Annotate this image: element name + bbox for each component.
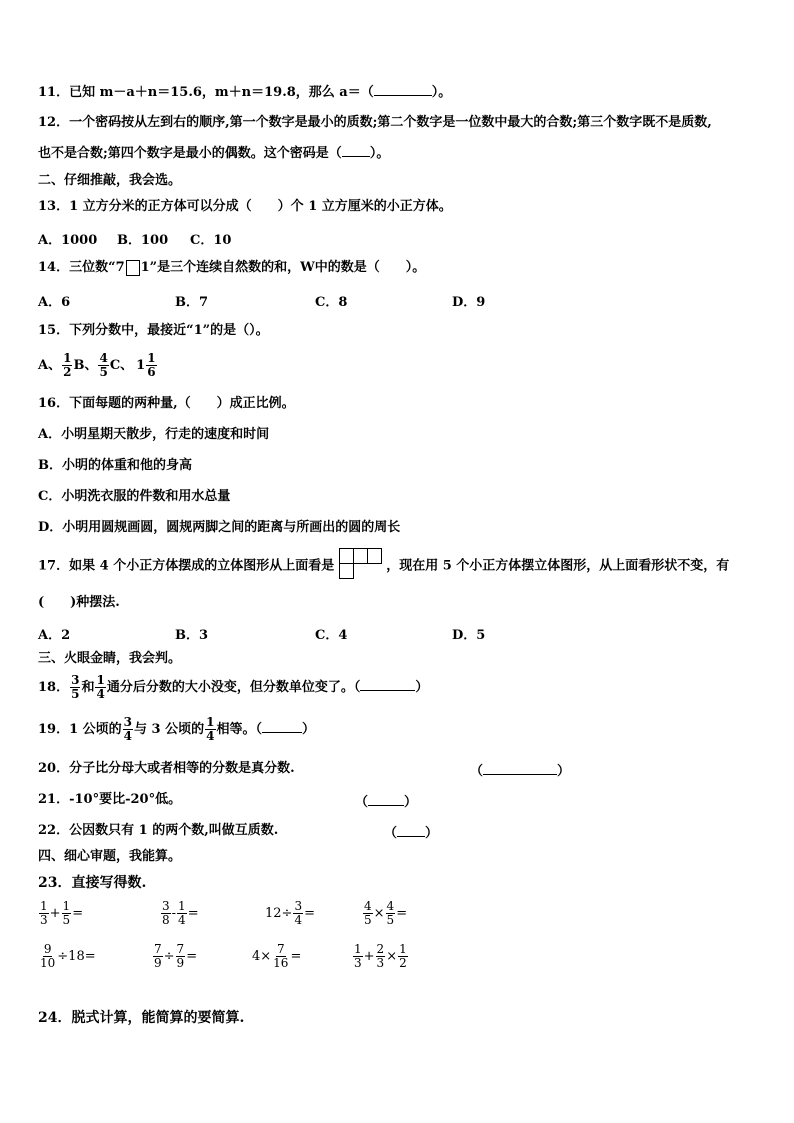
q11-answer-blank[interactable]: [374, 83, 432, 96]
q15-option-b-label[interactable]: B、: [73, 358, 98, 373]
calc-part: 16: [273, 956, 289, 970]
q15-option-c-label[interactable]: C、: [109, 358, 134, 373]
calc-part: ×: [373, 906, 385, 921]
calc-part: 4×: [252, 949, 272, 964]
q11-end: ）。: [431, 85, 452, 100]
question-12-line1: 12．一个密码按从左到右的顺序,第一个数字是最小的质数;第二个数字是一位数中最大的合数;第三个数字既不是质数,: [38, 115, 712, 130]
fraction: [177, 900, 187, 927]
q22-answer-blank[interactable]: [397, 824, 425, 837]
q13-option-a[interactable]: A．1000: [38, 233, 98, 248]
calc-part: =: [187, 906, 199, 921]
q19-answer-blank[interactable]: [262, 720, 302, 733]
calc-part: +: [363, 949, 375, 964]
q16-option-b[interactable]: B．小明的体重和他的身高: [38, 458, 192, 473]
q19-text: 相等。（: [216, 722, 263, 737]
figure-square: [353, 548, 368, 564]
q20-answer: （ ）: [470, 764, 571, 779]
question-16: 16．下面每题的两种量,（ ）成正比例。: [38, 396, 295, 411]
q15-fraction-b: $\frac{4}{5}$: [99, 351, 108, 379]
q11-text: 11．已知 m－a＋n＝15.6，m＋n＝19.8，那么 a＝（: [38, 85, 374, 100]
question-15: 15．下列分数中，最接近“1”的是（）。: [38, 323, 269, 338]
calc-part: 2: [399, 956, 407, 970]
question-21: 21．-10°要比-20°低。: [38, 792, 182, 807]
calc-part: =: [186, 949, 198, 964]
calc-part: 4: [386, 899, 395, 913]
fraction: [161, 900, 171, 927]
calc-part: 9: [176, 956, 185, 970]
q17-option-a[interactable]: A．2: [38, 628, 71, 643]
calc-part: 4: [294, 913, 303, 927]
calc-part: 9: [43, 942, 52, 956]
q18-mid: 和: [81, 680, 95, 695]
fraction: [176, 943, 186, 970]
fraction: [39, 900, 49, 927]
q13-option-b[interactable]: B．100: [117, 233, 169, 248]
calc-part: 4: [178, 913, 186, 927]
fraction: [376, 943, 386, 970]
question-14: [38, 259, 425, 277]
calc-part: 7: [154, 942, 162, 956]
calc-part: 3: [162, 899, 170, 913]
q17-text-a: 17．如果 4 个小正方体摆成的立体图形从上面看是: [38, 558, 335, 574]
fraction: [398, 943, 408, 970]
calc-part: ÷: [163, 949, 175, 964]
figure-square: [367, 548, 382, 564]
question-11: [38, 83, 451, 102]
q17-text-b: ，现在用 5 个小正方体摆立体图形，从上面看形状不变，有: [386, 558, 730, 574]
calc-item: [160, 900, 199, 927]
q18-text: 通分后分数的大小没变，但分数单位变了。（: [106, 680, 361, 695]
q14-option-c[interactable]: C．8: [315, 295, 348, 310]
q13-option-c[interactable]: C．10: [190, 233, 232, 248]
calc-part: 5: [364, 913, 372, 927]
calc-part: 10: [40, 956, 56, 970]
calc-part: 1: [40, 899, 48, 913]
fraction: [272, 943, 289, 970]
q19-label: 19．1 公顷的: [38, 722, 122, 737]
figure-square: [339, 563, 354, 579]
calc-part: 1: [178, 899, 186, 913]
fraction: [353, 943, 363, 970]
q12-answer-blank[interactable]: [342, 144, 370, 157]
fraction: [363, 900, 373, 927]
q16-option-c[interactable]: C．小明洗衣服的件数和用水总量: [38, 489, 231, 504]
question-17: [38, 548, 729, 585]
calc-part: 3: [294, 899, 303, 913]
q15-fraction-a: $\frac{1}{2}$: [63, 351, 72, 379]
section-3-heading: 三、火眼金睛，我会判。: [38, 651, 182, 666]
calc-part: 5: [386, 913, 395, 927]
calc-item: [352, 943, 409, 970]
q19-end: ）: [302, 722, 316, 737]
missing-digit-box: [126, 260, 140, 276]
fraction: [293, 900, 303, 927]
q16-option-a[interactable]: A．小明星期天散步，行走的速度和时间: [38, 427, 270, 442]
q21-answer-blank[interactable]: [368, 793, 404, 806]
question-20: 20．分子比分母大或者相等的分数是真分数.: [38, 761, 295, 776]
calc-part: =: [304, 906, 315, 921]
q20-answer-blank[interactable]: [483, 762, 557, 775]
calc-part: 9: [154, 956, 162, 970]
calc-item: [362, 900, 407, 927]
fraction: [153, 943, 163, 970]
calc-part: ÷18=: [57, 949, 96, 964]
q14-option-a[interactable]: A．6: [38, 295, 71, 310]
q14-text-b: 1”是三个连续自然数的和，W中的数是（ ）。: [140, 260, 426, 275]
q17-option-b[interactable]: B．3: [175, 628, 209, 643]
calc-part: 5: [62, 913, 71, 927]
q14-text-a: 14．三位数“7: [38, 260, 125, 275]
q19-fraction-1: $\frac{3}{4}$: [123, 715, 133, 743]
q17-line2: ( )种摆法.: [38, 595, 120, 610]
q19-mid: 与 3 公顷的: [134, 722, 205, 737]
q14-option-b[interactable]: B．7: [175, 295, 209, 310]
calc-item: [152, 943, 197, 970]
calc-part: 4: [364, 899, 372, 913]
q19-fraction-2: $\frac{1}{4}$: [206, 715, 215, 743]
q17-option-c[interactable]: C．4: [315, 628, 348, 643]
calc-part: 1: [62, 899, 71, 913]
q18-label: 18．: [38, 680, 70, 695]
calc-part: 8: [162, 913, 170, 927]
calc-part: -: [171, 906, 177, 921]
q15-fraction-c: $\frac{1}{6}$: [147, 351, 156, 379]
question-23-title: 23．直接写得数.: [38, 875, 147, 891]
calc-part: 2: [376, 942, 385, 956]
fraction: [39, 943, 56, 970]
q15-option-a-label[interactable]: A、: [38, 358, 62, 373]
calc-part: =: [72, 906, 84, 921]
question-13: 13．1 立方分米的正方体可以分成（ ）个 1 立方厘米的小正方体。: [38, 199, 452, 214]
question-24: 24．脱式计算，能简算的要简算.: [38, 1010, 245, 1026]
q18-fraction-2: $\frac{1}{4}$: [96, 673, 105, 701]
q12-text: 也不是合数;第四个数字是最小的偶数。这个密码是（: [38, 146, 342, 161]
top-view-figure: [336, 548, 384, 584]
q16-option-d[interactable]: D．小明用圆规画圆，圆规两脚之间的距离与所画出的圆的周长: [38, 520, 401, 535]
question-19: [38, 714, 315, 746]
section-4-heading: 四、细心审题，我能算。: [38, 849, 182, 864]
calc-part: 7: [176, 942, 185, 956]
calc-part: 1: [354, 942, 362, 956]
calc-part: ×: [386, 949, 398, 964]
q12-end: ）。: [369, 146, 390, 161]
fraction: [62, 900, 72, 927]
calc-part: =: [396, 906, 408, 921]
q18-fraction-1: $\frac{3}{5}$: [71, 673, 80, 701]
calc-part: 3: [376, 956, 385, 970]
q17-option-d[interactable]: D．5: [452, 628, 486, 643]
calc-part: 3: [40, 913, 48, 927]
q18-end: ）: [415, 680, 429, 695]
calc-item: [265, 900, 315, 927]
q15-options: [38, 350, 158, 382]
question-18: [38, 672, 428, 704]
q22-answer: （ ）: [384, 826, 439, 841]
q14-option-d[interactable]: D．9: [452, 295, 486, 310]
q21-answer: （ ）: [355, 795, 418, 810]
q15-whole: 1: [136, 358, 146, 373]
calc-part: +: [49, 906, 61, 921]
calc-part: =: [290, 949, 302, 964]
figure-square: [339, 548, 354, 564]
calc-part: 7: [276, 942, 285, 956]
q18-answer-blank[interactable]: [360, 678, 415, 691]
calc-part: 1: [399, 942, 407, 956]
calc-item: [38, 900, 83, 927]
calc-item: [252, 943, 301, 970]
section-2-heading: 二、仔细推敲，我会选。: [38, 173, 182, 188]
fraction: [386, 900, 396, 927]
calc-item: [38, 943, 96, 970]
calc-part: 12÷: [265, 906, 293, 921]
question-12-line2: [38, 144, 389, 163]
question-22: 22．公因数只有 1 的两个数,叫做互质数.: [38, 823, 279, 838]
calc-part: 3: [354, 956, 362, 970]
